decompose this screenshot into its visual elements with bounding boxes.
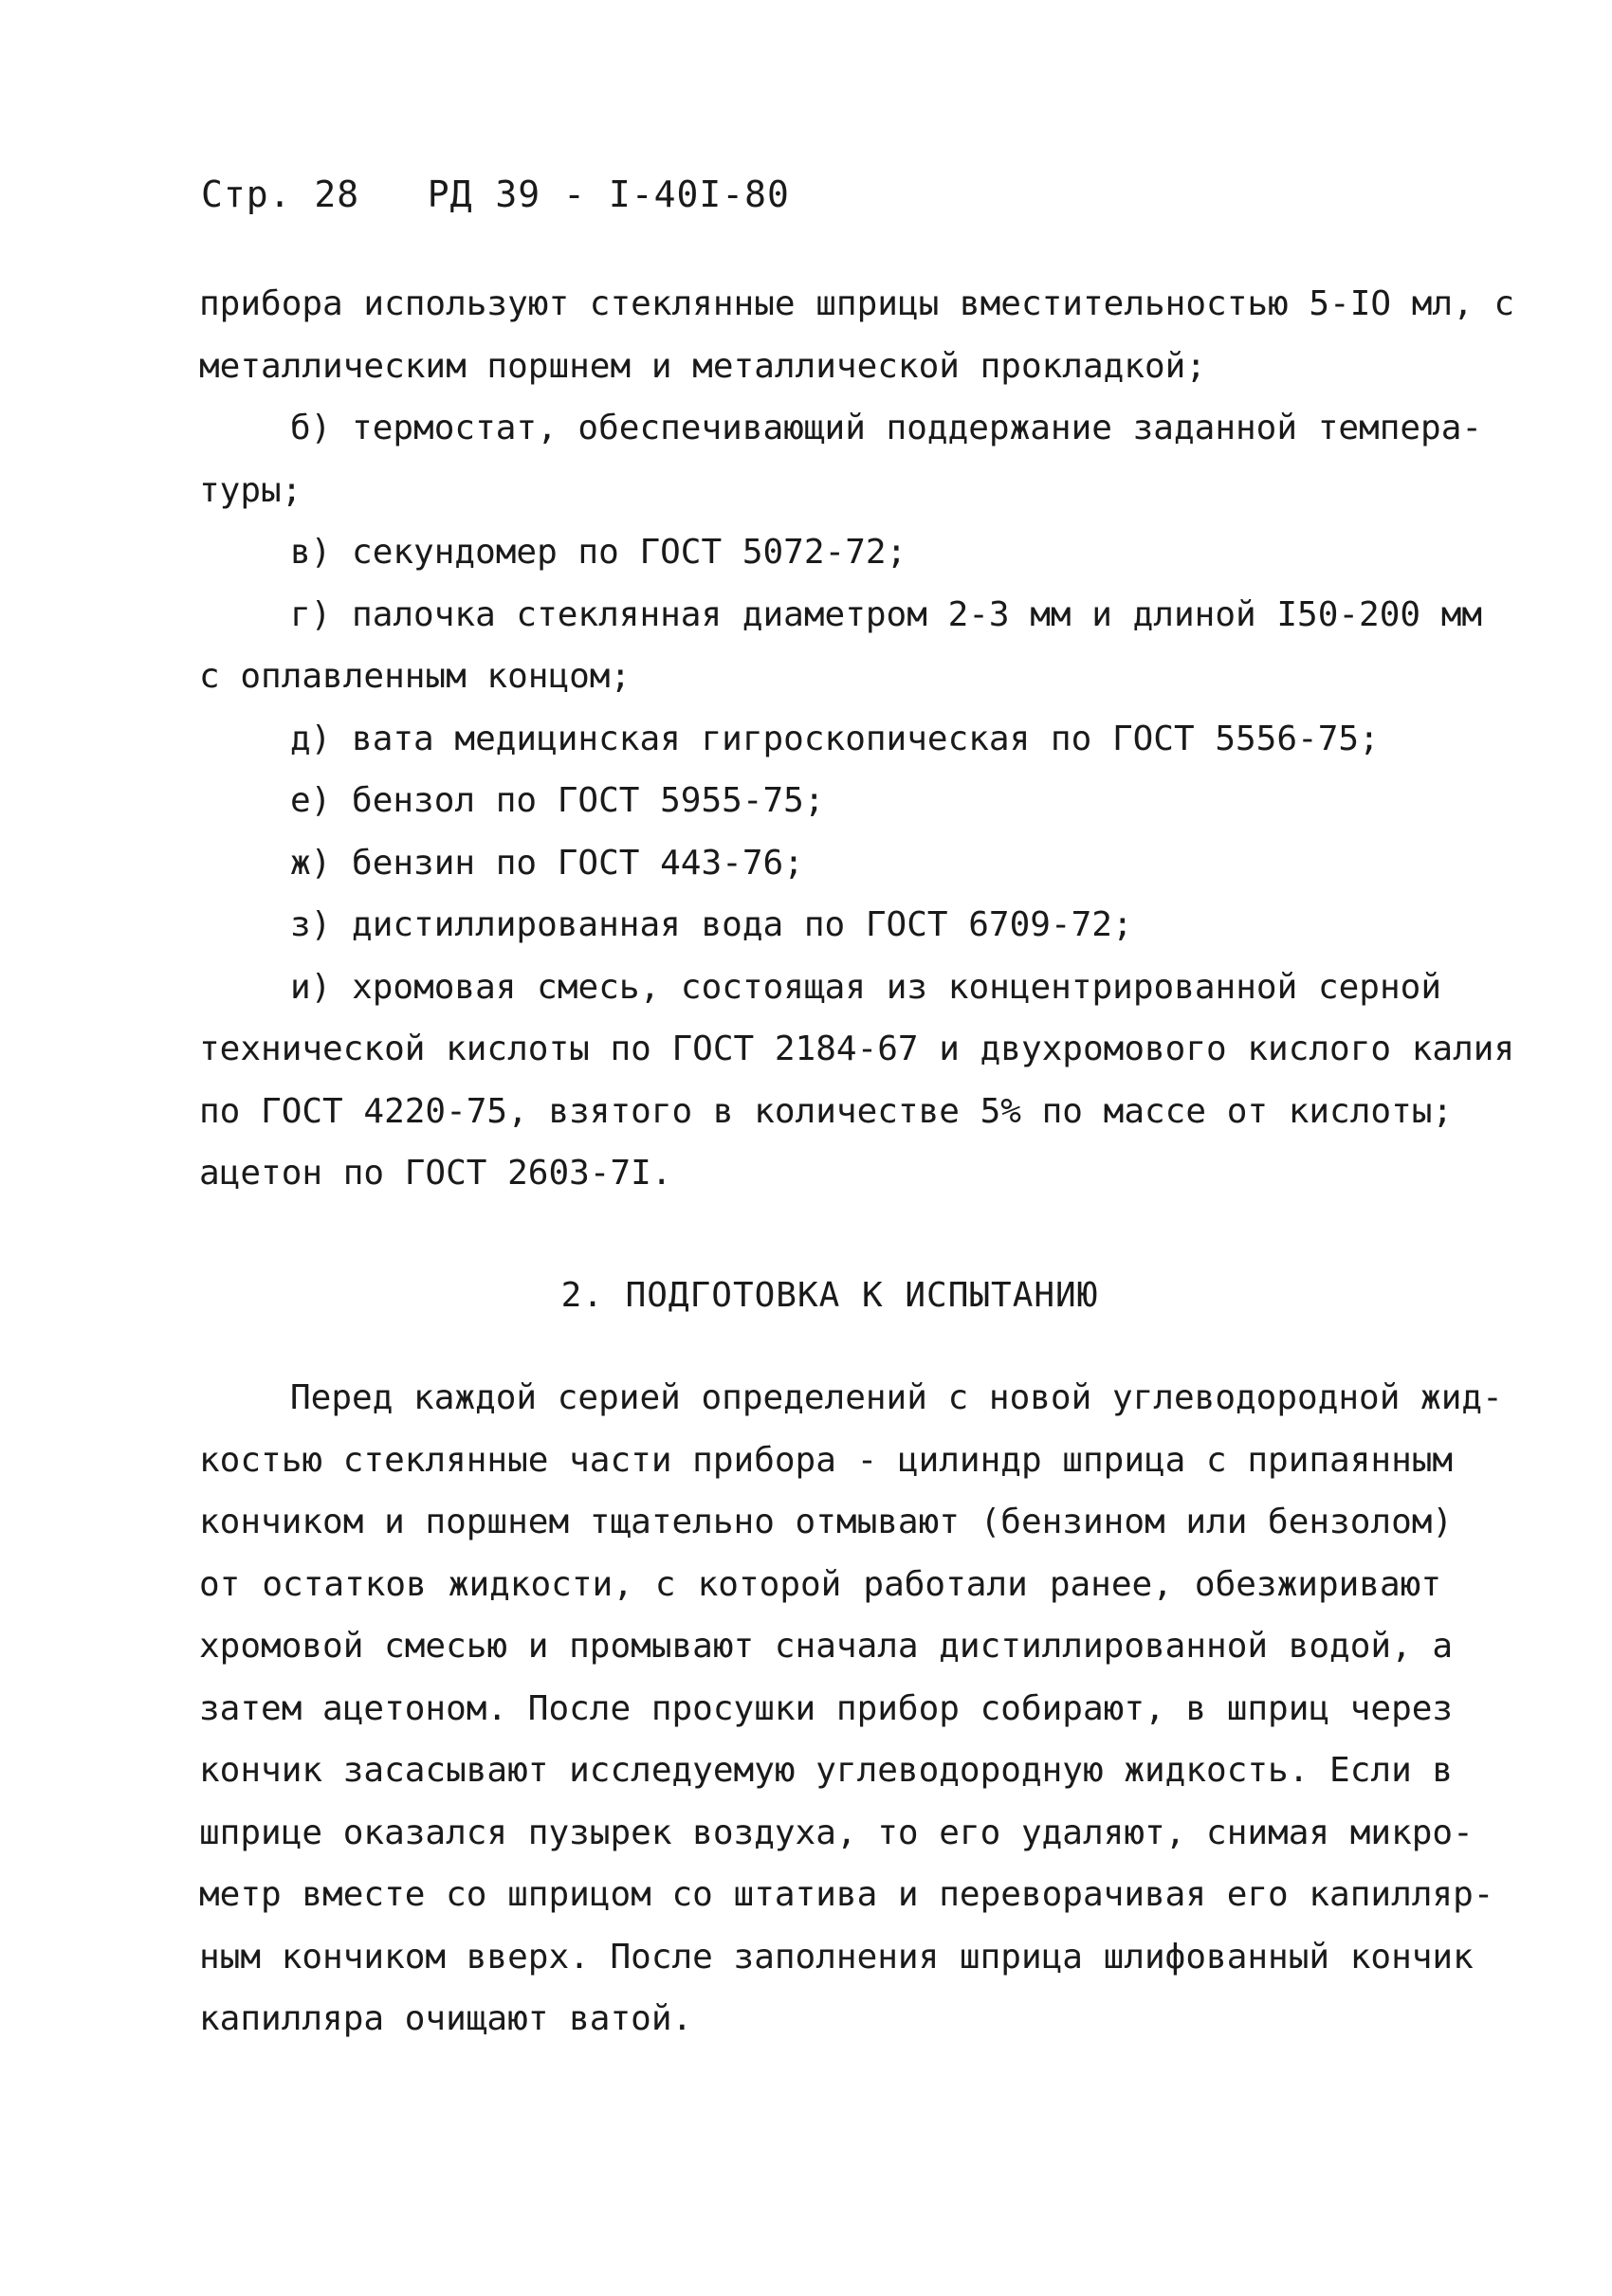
paragraph-line: кончиком и поршнем тщательно отмывают (бензином или бензолом): [199, 1503, 1454, 1541]
document-body: [199, 273, 1515, 2050]
list-item-b: б) термостат, обеспечивающий поддержание заданной темпера-: [290, 409, 1483, 447]
page-number: Стр. 28: [201, 173, 360, 215]
text-line: металлическим поршнем и металлической прокладкой;: [199, 346, 1207, 386]
paragraph-line: от остатков жидкости, с которой работали ранее, обезжиривают: [199, 1564, 1441, 1604]
paragraph-line: затем ацетоном. После просушки прибор собирают, в шприц через: [199, 1688, 1454, 1728]
list-item-g: г) палочка стеклянная диаметром 2-3 мм и длиной I50-200 мм: [290, 594, 1483, 634]
paragraph-line: хромовой смесью и промывают сначала дистиллированной водой, а: [199, 1627, 1454, 1666]
paragraph-line: шприце оказался пузырек воздуха, то его удаляют, снимая микро-: [199, 1813, 1474, 1852]
text-line: по ГОСТ 4220-75, взятого в количестве 5% по массе от кислоты;: [199, 1091, 1454, 1131]
text-line: ацетон по ГОСТ 2603-7I.: [199, 1154, 672, 1193]
paragraph-line: костью стеклянные части прибора - цилиндр шприца с припаянным: [199, 1440, 1454, 1480]
text-line: с оплавленным концом;: [199, 657, 632, 696]
list-item-e: е) бензол по ГОСТ 5955-75;: [290, 781, 825, 820]
text-line: туры;: [199, 470, 302, 510]
list-item-i: и) хромовая смесь, состоящая из концентрированной серной: [290, 967, 1441, 1007]
paragraph-line: ным кончиком вверх. После заполнения шприца шлифованный кончик: [199, 1937, 1474, 1977]
page-header: [201, 173, 790, 215]
list-item-z: з) дистиллированная вода по ГОСТ 6709-72;: [290, 905, 1133, 944]
paragraph-line: капилляра очищают ватой.: [199, 1999, 693, 2038]
list-item-v: в) секундомер по ГОСТ 5072-72;: [290, 533, 907, 572]
section-heading: 2. ПОДГОТОВКА К ИСПЫТАНИЮ: [560, 1275, 1099, 1315]
list-item-d: д) вата медицинская гигроскопическая по ГОСТ 5556-75;: [290, 719, 1380, 758]
text-line: технической кислоты по ГОСТ 2184-67 и двухромового кислого калия: [199, 1030, 1515, 1068]
list-item-zh: ж) бензин по ГОСТ 443-76;: [290, 843, 804, 883]
paragraph-line: Перед каждой серией определений с новой углеводородной жид-: [290, 1378, 1503, 1417]
document-code: РД 39 - I-40I-80: [427, 173, 790, 215]
text-line: прибора используют стеклянные шприцы вместительностью 5-IO мл, с: [199, 284, 1515, 323]
paragraph-line: метр вместе со шприцом со штатива и переворачивая его капилляр-: [199, 1875, 1494, 1914]
paragraph-line: кончик засасывают исследуемую углеводородную жидкость. Если в: [199, 1751, 1454, 1790]
